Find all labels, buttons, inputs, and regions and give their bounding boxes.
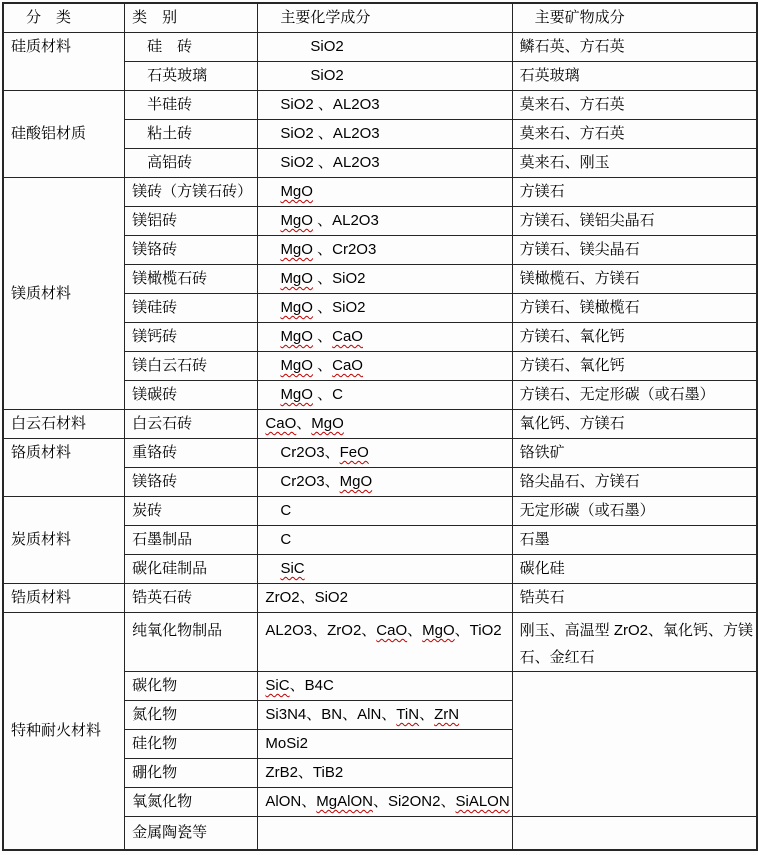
chemical-composition-cell — [258, 613, 512, 672]
chemical-composition-cell — [258, 178, 512, 207]
header-row — [3, 3, 757, 33]
chemical-composition-cell — [258, 526, 512, 555]
chem-term: 、 — [312, 357, 333, 374]
chem-term — [265, 299, 280, 316]
chem-term — [265, 212, 280, 229]
category-cell: 碳化物 — [125, 672, 258, 701]
chem-term — [265, 357, 280, 374]
column-header-mineral-composition: 主要矿物成分 — [512, 3, 757, 33]
classification-group-cell: 特种耐火材料 — [3, 613, 125, 850]
mineral-composition-cell: 方镁石、镁橄榄石 — [512, 294, 757, 323]
chem-term: Cr2O3、 — [265, 444, 340, 461]
chemical-composition-cell — [258, 91, 512, 120]
chemical-composition-cell — [258, 788, 512, 817]
chemical-composition-cell — [258, 294, 512, 323]
column-header-category: 类 别 — [125, 3, 258, 33]
misspelled-chem-term: FeO — [339, 444, 369, 461]
category-cell: 氮化物 — [125, 701, 258, 730]
misspelled-chem-term: SiC — [265, 677, 290, 694]
misspelled-chem-term: SiALON — [455, 793, 510, 810]
chemical-composition-cell — [258, 352, 512, 381]
misspelled-chem-term: MgO — [280, 386, 313, 403]
misspelled-chem-term: MgO — [311, 415, 344, 432]
chemical-composition-cell — [258, 207, 512, 236]
category-cell: 纯氧化物制品 — [125, 613, 258, 672]
category-cell: 半硅砖 — [125, 91, 258, 120]
chemical-composition-cell — [258, 265, 512, 294]
category-cell: 高铝砖 — [125, 149, 258, 178]
mineral-composition-cell: 铬铁矿 — [512, 439, 757, 468]
category-cell: 锆英石砖 — [125, 584, 258, 613]
misspelled-chem-term: MgO — [422, 622, 455, 639]
mineral-composition-cell: 方镁石 — [512, 178, 757, 207]
column-header-chemical-composition: 主要化学成分 — [258, 3, 512, 33]
table-row — [3, 584, 757, 613]
misspelled-chem-term: MgO — [280, 357, 313, 374]
mineral-composition-cell — [512, 817, 757, 850]
misspelled-chem-term: MgO — [280, 212, 313, 229]
chem-term: 、B4C — [289, 677, 334, 694]
mineral-composition-cell: 鳞石英、方石英 — [512, 33, 757, 62]
chem-term: 、C — [312, 386, 343, 403]
classification-group-cell: 镁质材料 — [3, 178, 125, 410]
chemical-composition-cell — [258, 381, 512, 410]
category-cell: 氧氮化物 — [125, 788, 258, 817]
chem-term — [265, 560, 280, 577]
mineral-composition-cell — [512, 672, 757, 817]
chem-term: 、 — [296, 415, 312, 432]
chem-term — [265, 241, 280, 258]
materials-table — [2, 2, 758, 851]
mineral-composition-cell: 铬尖晶石、方镁石 — [512, 468, 757, 497]
chem-term: SiO2 — [265, 67, 344, 84]
table-row — [3, 91, 757, 120]
category-cell: 镁橄榄石砖 — [125, 265, 258, 294]
misspelled-chem-term: ZrN — [434, 706, 460, 723]
column-header-classification: 分 类 — [3, 3, 125, 33]
chemical-composition-cell — [258, 149, 512, 178]
chemical-composition-cell — [258, 468, 512, 497]
chem-term: C — [265, 502, 292, 519]
table-row — [3, 497, 757, 526]
chem-term: SiO2 — [265, 38, 344, 55]
chemical-composition-cell — [258, 730, 512, 759]
chemical-composition-cell — [258, 555, 512, 584]
category-cell: 镁硅砖 — [125, 294, 258, 323]
chem-term — [265, 386, 280, 403]
category-cell: 硼化物 — [125, 759, 258, 788]
chemical-composition-cell — [258, 701, 512, 730]
classification-group-cell: 硅酸铝材质 — [3, 91, 125, 178]
chem-term: ZrO2、SiO2 — [265, 589, 348, 606]
category-cell: 重铬砖 — [125, 439, 258, 468]
chem-term: 、TiO2 — [454, 622, 502, 639]
chem-term: ZrB2、TiB2 — [265, 764, 344, 781]
mineral-composition-cell: 石墨 — [512, 526, 757, 555]
chem-term: Cr2O3、 — [265, 473, 340, 490]
misspelled-chem-term: MgO — [280, 241, 313, 258]
category-cell: 镁铬砖 — [125, 236, 258, 265]
table-body — [3, 33, 757, 850]
category-cell: 镁铬砖 — [125, 468, 258, 497]
category-cell: 硅化物 — [125, 730, 258, 759]
table-row — [3, 439, 757, 468]
misspelled-chem-term: TiN — [396, 706, 420, 723]
chem-term: Si3N4、BN、AlN、 — [265, 706, 397, 723]
chem-term — [265, 270, 280, 287]
classification-group-cell: 炭质材料 — [3, 497, 125, 584]
classification-group-cell: 白云石材料 — [3, 410, 125, 439]
classification-group-cell: 铬质材料 — [3, 439, 125, 497]
chemical-composition-cell — [258, 120, 512, 149]
mineral-composition-cell: 方镁石、无定形碳（或石墨） — [512, 381, 757, 410]
misspelled-chem-term: CaO — [332, 357, 363, 374]
misspelled-chem-term: MgO — [339, 473, 373, 490]
chemical-composition-cell — [258, 323, 512, 352]
table-row — [3, 410, 757, 439]
chem-term: MoSi2 — [265, 735, 308, 752]
mineral-composition-cell: 镁橄榄石、方镁石 — [512, 265, 757, 294]
mineral-composition-cell: 方镁石、氧化钙 — [512, 352, 757, 381]
chem-term: C — [265, 531, 292, 548]
misspelled-chem-term: MgO — [280, 299, 313, 316]
category-cell: 镁钙砖 — [125, 323, 258, 352]
chemical-composition-cell — [258, 62, 512, 91]
mineral-composition-cell: 锆英石 — [512, 584, 757, 613]
chemical-composition-cell — [258, 759, 512, 788]
category-cell: 炭砖 — [125, 497, 258, 526]
chemical-composition-cell — [258, 33, 512, 62]
misspelled-chem-term: MgAlON — [316, 793, 373, 810]
chem-term: 、SiO2 — [312, 299, 366, 316]
chem-term: 、 — [407, 622, 423, 639]
classification-group-cell: 硅质材料 — [3, 33, 125, 91]
mineral-composition-cell: 碳化硅 — [512, 555, 757, 584]
chemical-composition-cell — [258, 410, 512, 439]
misspelled-chem-term: CaO — [332, 328, 363, 345]
mineral-composition-cell: 氧化钙、方镁石 — [512, 410, 757, 439]
chem-term: 、Cr2O3 — [312, 241, 377, 258]
misspelled-chem-term: CaO — [376, 622, 408, 639]
chem-term: 、 — [419, 706, 435, 723]
category-cell: 硅 砖 — [125, 33, 258, 62]
misspelled-chem-term: MgO — [280, 328, 313, 345]
mineral-composition-cell: 莫来石、方石英 — [512, 120, 757, 149]
chemical-composition-cell — [258, 672, 512, 701]
chem-term: 、AL2O3 — [312, 212, 379, 229]
category-cell: 碳化硅制品 — [125, 555, 258, 584]
mineral-composition-cell: 方镁石、镁尖晶石 — [512, 236, 757, 265]
category-cell: 粘土砖 — [125, 120, 258, 149]
category-cell: 白云石砖 — [125, 410, 258, 439]
category-cell: 镁砖（方镁石砖） — [125, 178, 258, 207]
chem-term: AL2O3、ZrO2、 — [265, 622, 377, 639]
category-cell: 石墨制品 — [125, 526, 258, 555]
chemical-composition-cell — [258, 584, 512, 613]
mineral-composition-cell: 石英玻璃 — [512, 62, 757, 91]
table-row — [3, 33, 757, 62]
mineral-composition-cell: 莫来石、刚玉 — [512, 149, 757, 178]
chemical-composition-cell — [258, 236, 512, 265]
misspelled-chem-term: SiC — [280, 560, 305, 577]
misspelled-chem-term: CaO — [265, 415, 297, 432]
chem-term — [265, 328, 280, 345]
table-row — [3, 613, 757, 672]
chemical-composition-cell — [258, 497, 512, 526]
mineral-composition-cell: 无定形碳（或石墨） — [512, 497, 757, 526]
category-cell: 镁白云石砖 — [125, 352, 258, 381]
chemical-composition-cell — [258, 439, 512, 468]
chem-term: SiO2 、AL2O3 — [265, 96, 380, 113]
chem-term: AlON、 — [265, 793, 317, 810]
chem-term — [265, 183, 280, 200]
category-cell: 镁铝砖 — [125, 207, 258, 236]
chem-term: SiO2 、AL2O3 — [265, 154, 380, 171]
chem-term: 、SiO2 — [312, 270, 366, 287]
classification-group-cell: 锆质材料 — [3, 584, 125, 613]
table-row — [3, 178, 757, 207]
chemical-composition-cell — [258, 817, 512, 850]
category-cell: 镁碳砖 — [125, 381, 258, 410]
chem-term: 、 — [312, 328, 333, 345]
chem-term: SiO2 、AL2O3 — [265, 125, 380, 142]
mineral-composition-cell: 方镁石、镁铝尖晶石 — [512, 207, 757, 236]
misspelled-chem-term: MgO — [280, 183, 313, 200]
category-cell: 石英玻璃 — [125, 62, 258, 91]
category-cell: 金属陶瓷等 — [125, 817, 258, 850]
mineral-composition-cell: 莫来石、方石英 — [512, 91, 757, 120]
misspelled-chem-term: MgO — [280, 270, 313, 287]
mineral-composition-cell: 方镁石、氧化钙 — [512, 323, 757, 352]
mineral-composition-cell: 刚玉、高温型 ZrO2、氧化钙、方镁石、金红石 — [512, 613, 757, 672]
chem-term: 、Si2ON2、 — [372, 793, 456, 810]
